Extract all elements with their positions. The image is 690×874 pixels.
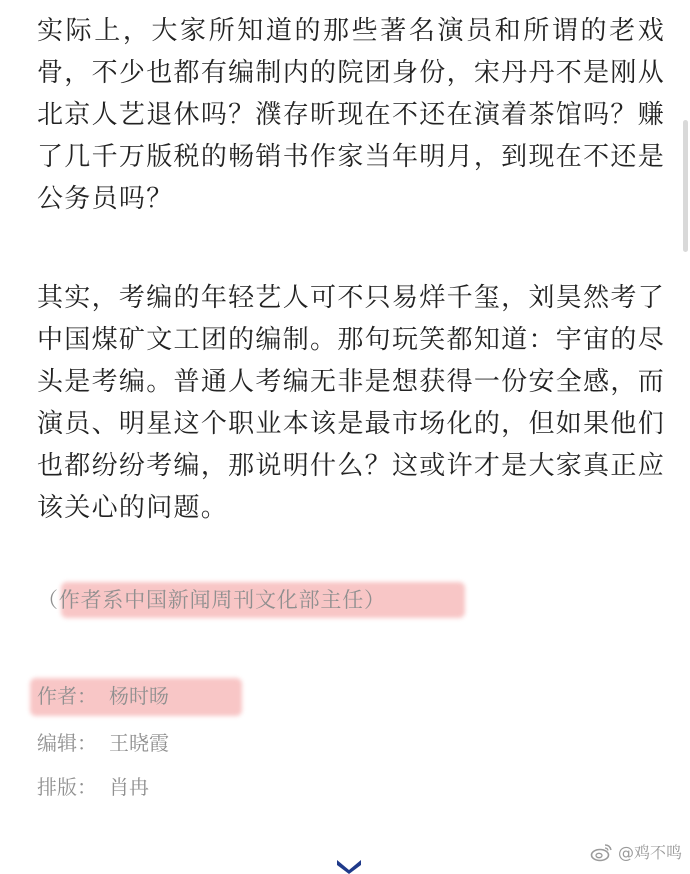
editor-credit — [37, 727, 169, 759]
scrollbar-thumb[interactable] — [683, 120, 688, 252]
author-name: 杨时旸 — [109, 684, 169, 708]
editor-name: 王晓霞 — [109, 731, 169, 755]
chevron-down-icon[interactable] — [335, 858, 363, 874]
weibo-watermark — [590, 840, 682, 863]
author-label: 作者： — [37, 684, 97, 708]
author-note-block — [37, 580, 386, 620]
article-paragraph-2: 其实，考编的年轻艺人可不只易烊千玺，刘昊然考了中国煤矿文工团的编制。那句玩笑都知道：宇宙的尽头是考编。普通人考编无非是想获得一份安全感，而演员、明星这个职业本该是最市场化的，但如果他们也都纷纷考编，那说明什么？这或许才是大家真正应该关心的问题。 — [37, 283, 665, 523]
author-credit — [37, 680, 169, 712]
article-paragraph-1: 实际上，大家所知道的那些著名演员和所谓的老戏骨，不少也都有编制内的院团身份，宋丹丹不是刚从北京人艺退休吗？濮存昕现在不还在演着茶馆吗？赚了几千万版税的畅销书作家当年明月，到现在不还是公务员吗？ — [37, 16, 665, 214]
editor-label: 编辑： — [37, 731, 97, 755]
watermark-text: @鸡不鸣 — [617, 843, 682, 862]
layout-label: 排版： — [37, 775, 97, 799]
layout-name: 肖冉 — [109, 775, 149, 799]
weibo-icon — [590, 842, 614, 862]
author-note: （作者系中国新闻周刊文化部主任） — [37, 588, 386, 612]
layout-credit — [37, 771, 149, 803]
